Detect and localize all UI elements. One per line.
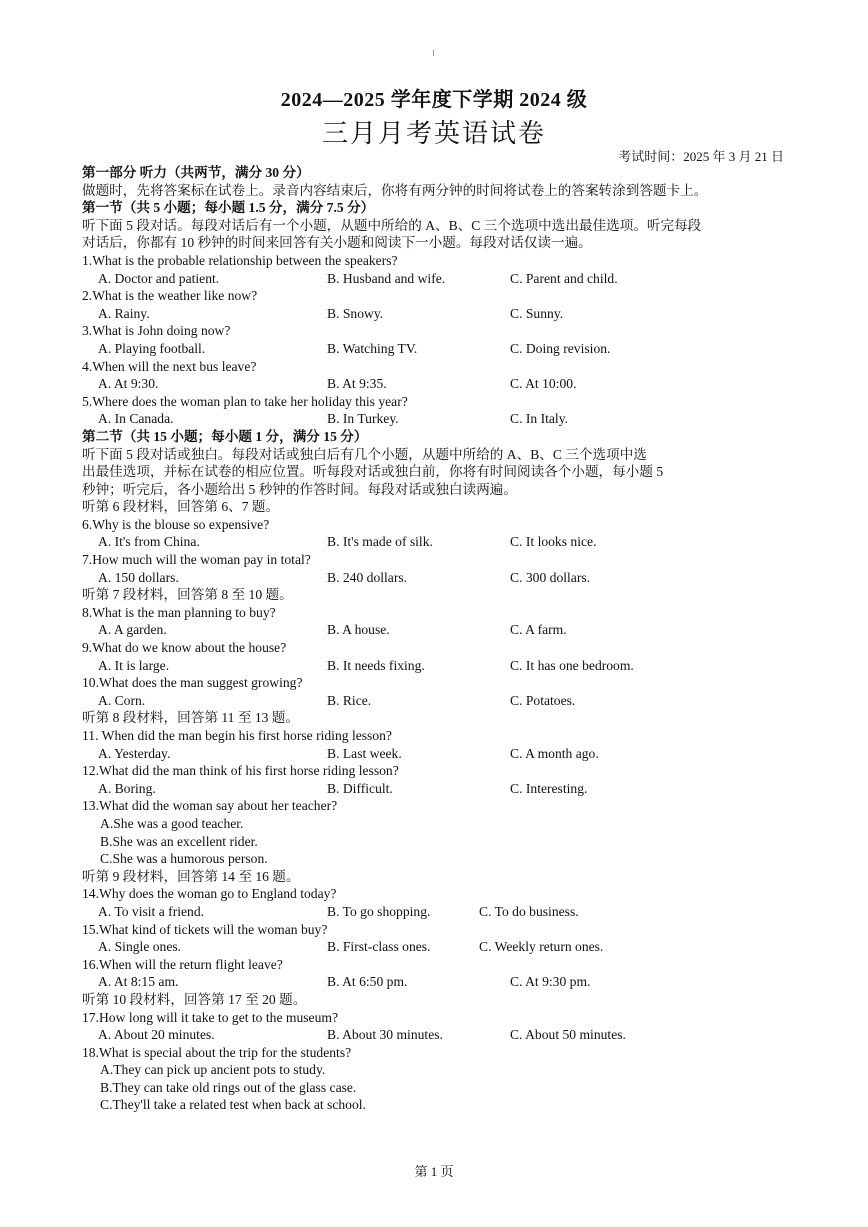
option-c: C.They'll take a related test when back at school. <box>100 1097 366 1113</box>
option-a: A. About 20 minutes. <box>98 1027 215 1043</box>
question-stem: 9.What do we know about the house? <box>82 640 287 656</box>
option-b: B. At 6:50 pm. <box>327 974 408 990</box>
exam-title-line1: 2024—2025 学年度下学期 2024 级 <box>280 89 588 111</box>
option-a: A. Single ones. <box>98 939 182 955</box>
exam-content <box>82 164 792 1114</box>
question-options <box>82 780 792 798</box>
question-stem: 17.How long will it take to get to the museum? <box>82 1009 338 1025</box>
option-a: A. At 9:30. <box>98 376 159 392</box>
question-options <box>82 692 792 710</box>
section2-heading: 第二节（共 15 小题；每小题 1 分，满分 15 分） <box>82 428 368 444</box>
part1-instruction: 做题时，先将答案标在试卷上。录音内容结束后，你将有两分钟的时间将试卷上的答案转涂到答题卡上。 <box>82 182 708 198</box>
question-options <box>82 621 792 639</box>
option-a: A. Doctor and patient. <box>98 270 220 286</box>
option-a: A. It is large. <box>98 657 170 673</box>
option-b: B. It's made of silk. <box>327 534 433 550</box>
option-a: A. It's from China. <box>98 534 200 550</box>
option-c: C. Weekly return ones. <box>479 939 604 955</box>
option-a: A. Playing football. <box>98 340 206 356</box>
question-stem: 7.How much will the woman pay in total? <box>82 552 311 568</box>
material-label: 听第 8 段材料，回答第 11 至 13 题。 <box>82 710 299 726</box>
question-options <box>82 569 792 587</box>
option-b: B. At 9:35. <box>327 376 387 392</box>
section2-instruction: 听下面 5 段对话或独白。每段对话或独白后有几个小题，从题中所给的 A、B、C 三个选项中选 <box>82 446 647 462</box>
option-a: A. Rainy. <box>98 305 150 321</box>
option-a: A. In Canada. <box>98 411 174 427</box>
option-a: A.She was a good teacher. <box>100 815 244 831</box>
question-options <box>82 903 792 921</box>
question-stem: 16.When will the return flight leave? <box>82 956 283 972</box>
option-c: C. Potatoes. <box>510 692 576 708</box>
question-options <box>82 938 792 956</box>
question-options <box>82 533 792 551</box>
option-b: B. In Turkey. <box>327 411 399 427</box>
option-b: B.She was an excellent rider. <box>100 833 258 849</box>
option-b: B. To go shopping. <box>327 903 431 919</box>
option-b: B. Difficult. <box>327 780 393 796</box>
question-options <box>82 340 792 358</box>
exam-title-line2: 三月月考英语试卷 <box>321 119 546 149</box>
question-stem: 5.Where does the woman plan to take her holiday this year? <box>82 393 408 409</box>
option-a: A. Corn. <box>98 692 146 708</box>
option-c: C. About 50 minutes. <box>510 1027 626 1043</box>
option-b: B.They can take old rings out of the glass case. <box>100 1079 357 1095</box>
question-stem: 1.What is the probable relationship between the speakers? <box>82 252 398 268</box>
section1-instruction: 对话后，你都有 10 秒钟的时间来回答有关小题和阅读下一小题。每段对话仅读一遍。 <box>82 235 592 251</box>
option-a: A. A garden. <box>98 622 167 638</box>
section2-instruction: 出最佳选项，并标在试卷的相应位置。听每段对话或独白前，你将有时间阅读各个小题，每小题 5 <box>82 464 664 480</box>
option-a: A. 150 dollars. <box>98 569 179 585</box>
question-stem: 10.What does the man suggest growing? <box>82 675 303 691</box>
option-c: C. A month ago. <box>510 745 599 761</box>
question-options <box>82 973 792 991</box>
question-stem: 15.What kind of tickets will the woman buy? <box>82 921 328 937</box>
option-a: A. At 8:15 am. <box>98 974 179 990</box>
option-b: B. First-class ones. <box>327 939 431 955</box>
question-options <box>82 1026 792 1044</box>
option-b: B. 240 dollars. <box>327 569 408 585</box>
option-c: C. It has one bedroom. <box>510 657 634 673</box>
question-options <box>82 305 792 323</box>
option-c: C. At 10:00. <box>510 376 577 392</box>
option-b: B. About 30 minutes. <box>327 1027 443 1043</box>
question-options <box>82 270 792 288</box>
option-b: B. Watching TV. <box>327 340 418 356</box>
option-a: A. Yesterday. <box>98 745 171 761</box>
option-c: C. Interesting. <box>510 780 588 796</box>
option-c: C. 300 dollars. <box>510 569 591 585</box>
question-stem: 18.What is special about the trip for the students? <box>82 1044 352 1060</box>
option-b: B. A house. <box>327 622 390 638</box>
question-stem: 12.What did the man think of his first horse riding lesson? <box>82 763 399 779</box>
section1-instruction: 听下面 5 段对话。每段对话后有一个小题，从题中所给的 A、B、C 三个选项中选出最佳选项。听完每段 <box>82 217 702 233</box>
question-stem: 8.What is the man planning to buy? <box>82 604 276 620</box>
option-c: C. A farm. <box>510 622 567 638</box>
material-label: 听第 10 段材料，回答第 17 至 20 题。 <box>82 991 307 1007</box>
option-b: B. Rice. <box>327 692 372 708</box>
material-label: 听第 9 段材料，回答第 14 至 16 题。 <box>82 868 300 884</box>
question-stem: 2.What is the weather like now? <box>82 288 258 304</box>
question-options <box>82 375 792 393</box>
option-c: C. To do business. <box>479 903 579 919</box>
section1-heading: 第一节（共 5 小题；每小题 1.5 分，满分 7.5 分） <box>82 200 375 216</box>
exam-time: 考试时间：2025 年 3 月 21 日 <box>618 149 784 164</box>
question-stem: 3.What is John doing now? <box>82 323 231 339</box>
option-a: A. Boring. <box>98 780 156 796</box>
page-number: 第 1 页 <box>414 1164 454 1179</box>
material-label: 听第 7 段材料，回答第 8 至 10 题。 <box>82 587 293 603</box>
page-mark <box>433 50 434 56</box>
option-a: A. To visit a friend. <box>98 903 205 919</box>
section2-instruction: 秒钟；听完后，各小题给出 5 秒钟的作答时间。每段对话或独白读两遍。 <box>82 481 517 497</box>
question-options <box>82 745 792 763</box>
question-stem: 4.When will the next bus leave? <box>82 358 257 374</box>
option-a: A.They can pick up ancient pots to study. <box>100 1062 326 1078</box>
option-c: C. It looks nice. <box>510 534 597 550</box>
question-options <box>82 657 792 675</box>
option-c: C. At 9:30 pm. <box>510 974 591 990</box>
option-c: C. In Italy. <box>510 411 569 427</box>
question-options <box>82 410 792 428</box>
part1-heading: 第一部分 听力（共两节，满分 30 分） <box>82 165 310 180</box>
option-b: B. Last week. <box>327 745 402 761</box>
option-c: C. Doing revision. <box>510 340 611 356</box>
option-c: C. Parent and child. <box>510 270 618 286</box>
material-label: 听第 6 段材料，回答第 6、7 题。 <box>82 499 280 515</box>
option-b: B. Husband and wife. <box>327 270 446 286</box>
option-c: C. Sunny. <box>510 305 564 321</box>
question-stem: 13.What did the woman say about her teacher? <box>82 798 338 814</box>
option-b: B. Snowy. <box>327 305 384 321</box>
option-b: B. It needs fixing. <box>327 657 425 673</box>
question-stem: 11. When did the man begin his first horse riding lesson? <box>82 728 392 743</box>
option-c: C.She was a humorous person. <box>100 851 268 867</box>
question-stem: 6.Why is the blouse so expensive? <box>82 516 270 532</box>
question-stem: 14.Why does the woman go to England today? <box>82 886 337 902</box>
